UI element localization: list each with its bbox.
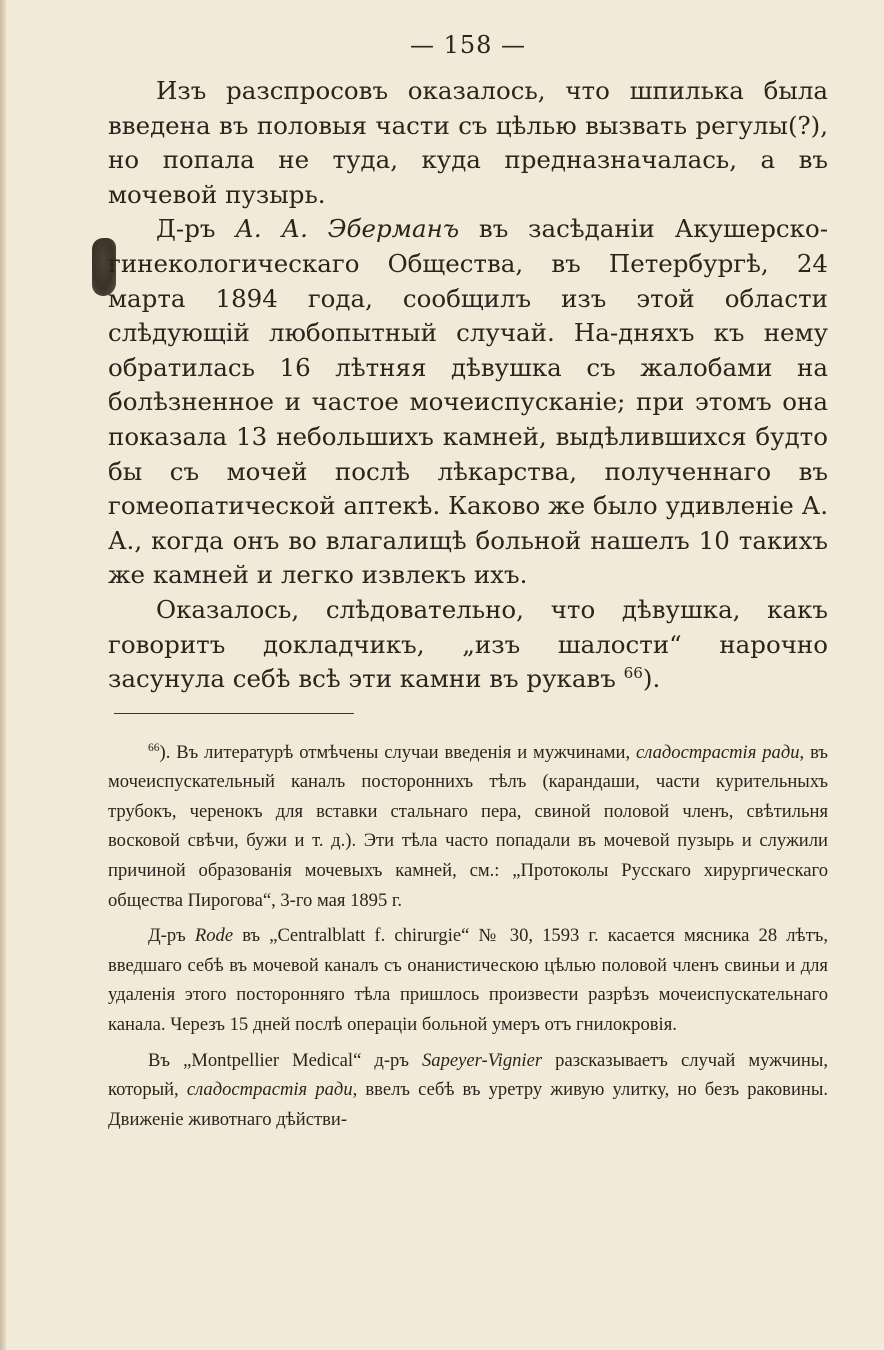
footnote-2-author: Rode [194,925,234,947]
author-name: А. А. Эберманъ [235,214,460,244]
footnote-3 [108,1046,828,1135]
footnote-3-author: Sapeyer-Vignier [421,1049,543,1071]
paragraph-3-text: Оказалось, слѣдовательно, что дѣвушка, какъ говоритъ докладчикъ, „изъ шалости“ нарочно засунула себѣ всѣ эти камни въ рукавъ [108,594,828,694]
footnote-1-text-b: , въ мочеиспускательный каналъ постороннихъ тѣлъ (карандаши, части курительныхъ трубокъ, черенокъ для вставки стальнаго пера, свиной половой членъ, свѣтильня восковой свѣчи, бужи и т. д.). Эти тѣла часто попадали въ мочевой пузырь и служили причиной образованія мочевыхъ камней, см.: „Протоколы Русскаго хирургическаго общества Пирогова“, 3-го мая 1895 г. [108,741,829,911]
paragraph-2-prefix: Д-ръ [156,214,236,244]
footnote-2 [108,921,828,1039]
footnote-divider [114,713,354,714]
footnote-1-number: 66 [148,741,160,754]
footnote-ref: 66 [623,663,643,682]
paragraph-2 [108,212,828,593]
footnote-3-text-c: , ввелъ себѣ въ уретру живую улитку, но безъ раковины. Движеніе животнаго дѣйстви- [108,1079,828,1130]
footnote-3-text-a: Въ „Montpellier Medical“ д-ръ [148,1049,422,1071]
footnote-1-text-a: ). Въ литературѣ отмѣчены случаи введенія и мужчинами, [159,741,637,763]
page-number: — 158 — [409,31,527,59]
footnote-2-text-a: Д-ръ [148,925,195,947]
paragraph-3 [108,593,828,697]
paragraph-1: Изъ разспросовъ оказалось, что шпилька была введена въ половыя части съ цѣлью вызвать регулы(?), но попала не туда, куда предназначалась, а въ мочевой пузырь. [108,76,828,209]
footnote-3-emphasis: сладострастія ради [186,1079,353,1101]
page-edge [0,0,6,1350]
footnotes [108,738,828,1135]
footnote-2-text-b: въ „Centralblatt f. chirurgie“ № 30, 1593 г. касается мясника 28 лѣтъ, введшаго себѣ въ мочевой каналъ съ онанистическою цѣлью половой членъ свиньи и для удаленія этого посторонняго тѣла пришлось произвести разрѣзъ мочеиспускательнаго канала. Черезъ 15 дней послѣ операціи больной умеръ отъ гнилокровія. [108,925,828,1036]
paragraph-2-text: въ засѣданіи Акушерско-гинекологическаго Общества, въ Петербургѣ, 24 марта 1894 года, сообщилъ изъ этой области слѣдующій любопытный случай. На-дняхъ къ нему обратилась 16 лѣтняя дѣвушка съ жалобами на болѣзненное и частое мочеиспусканіе; при этомъ она показала 13 небольшихъ камней, выдѣлившихся будто бы съ мочей послѣ лѣкарства, полученнаго въ гомеопатической аптекѣ. Каково же было удивленіе А. А., когда онъ во влагалищѣ больной нашелъ 10 такихъ же камней и легко извлекъ ихъ. [108,214,828,590]
footnote-1 [108,738,828,916]
footnote-3-text-b: разсказываетъ случай мужчины, который, [108,1049,828,1101]
book-page [108,28,828,1134]
paragraph-3-end: ). [642,664,661,694]
footnote-1-emphasis: сладострастія ради [636,741,800,763]
main-text [108,74,828,697]
